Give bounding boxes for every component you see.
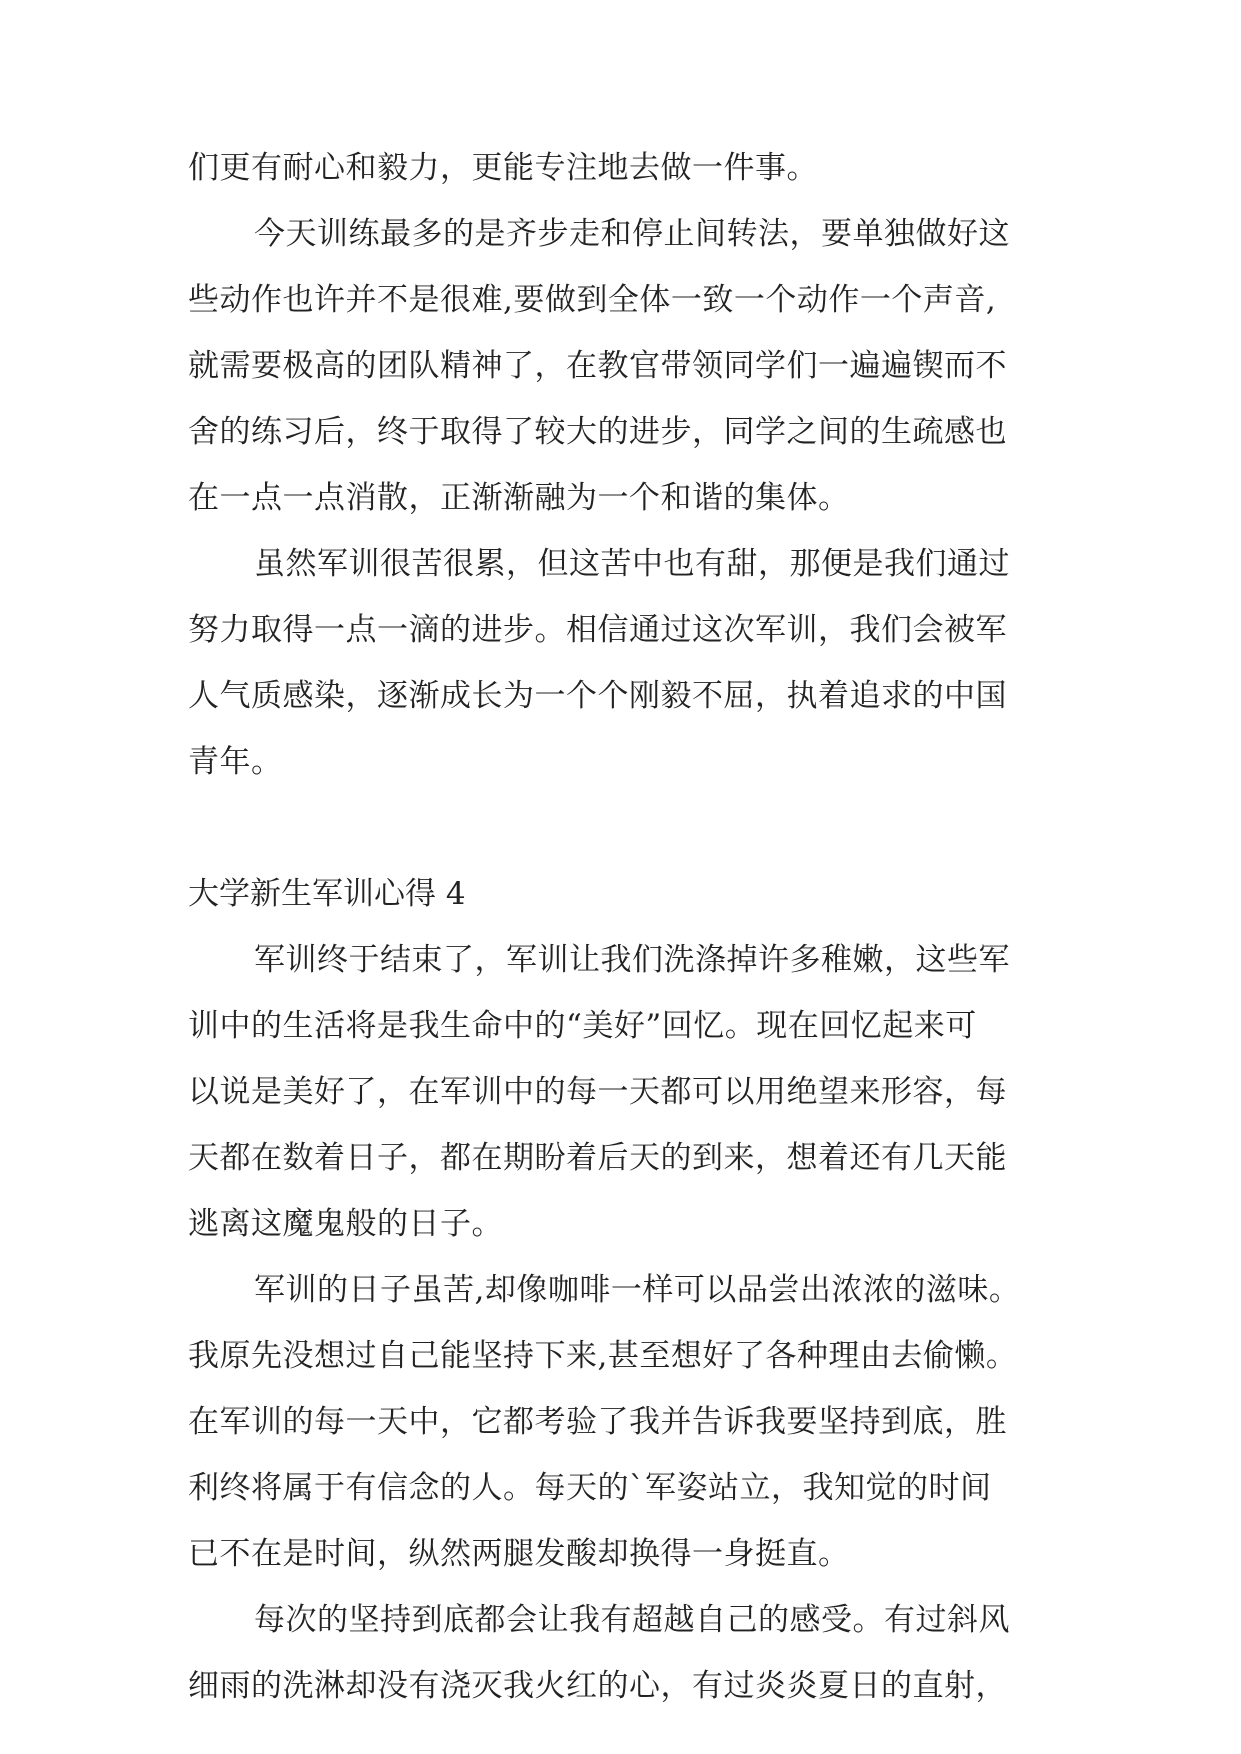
section-paragraph-2-line-5: 已不在是时间，纵然两腿发酸却换得一身挺直。	[188, 1536, 850, 1572]
section-title: 大学新生军训心得 4	[188, 876, 466, 912]
paragraph-3-line-3: 人气质感染，逐渐成长为一个个刚毅不屈，执着追求的中国	[188, 678, 1007, 714]
section-paragraph-2-line-1: 军训的日子虽苦,却像咖啡一样可以品尝出浓浓的滋味。	[254, 1272, 1021, 1308]
section-paragraph-1-line-2: 训中的生活将是我生命中的“美好”回忆。现在回忆起来可	[188, 1008, 977, 1044]
section-paragraph-1-line-4: 天都在数着日子，都在期盼着后天的到来，想着还有几天能	[188, 1140, 1007, 1176]
paragraph-2-line-3: 就需要极高的团队精神了，在教官带领同学们一遍遍锲而不	[188, 348, 1007, 384]
paragraph-2-line-5: 在一点一点消散，正渐渐融为一个和谐的集体。	[188, 480, 850, 516]
paragraph-2-line-1: 今天训练最多的是齐步走和停止间转法，要单独做好这	[254, 216, 1010, 252]
paragraph-3-line-1: 虽然军训很苦很累，但这苦中也有甜，那便是我们通过	[254, 546, 1010, 582]
section-paragraph-2-line-2: 我原先没想过自己能坚持下来,甚至想好了各种理由去偷懒。	[188, 1338, 1018, 1374]
section-paragraph-2-line-3: 在军训的每一天中，它都考验了我并告诉我要坚持到底，胜	[188, 1404, 1007, 1440]
paragraph-1-line-1: 们更有耐心和毅力，更能专注地去做一件事。	[188, 150, 818, 186]
section-paragraph-3-line-2: 细雨的洗淋却没有浇灭我火红的心，有过炎炎夏日的直射，	[188, 1668, 1007, 1704]
section-paragraph-3-line-1: 每次的坚持到底都会让我有超越自己的感受。有过斜风	[254, 1602, 1010, 1638]
section-paragraph-2-line-4: 利终将属于有信念的人。每天的`军姿站立，我知觉的时间	[188, 1470, 992, 1506]
section-paragraph-1-line-5: 逃离这魔鬼般的日子。	[188, 1206, 503, 1242]
paragraph-2-line-2: 些动作也许并不是很难,要做到全体一致一个动作一个声音,	[188, 282, 997, 318]
paragraph-3-line-2: 努力取得一点一滴的进步。相信通过这次军训，我们会被军	[188, 612, 1007, 648]
paragraph-3-line-4: 青年。	[188, 744, 283, 780]
paragraph-2-line-4: 舍的练习后，终于取得了较大的进步，同学之间的生疏感也	[188, 414, 1007, 450]
section-paragraph-1-line-1: 军训终于结束了，军训让我们洗涤掉许多稚嫩，这些军	[254, 942, 1010, 978]
section-paragraph-1-line-3: 以说是美好了，在军训中的每一天都可以用绝望来形容，每	[188, 1074, 1007, 1110]
